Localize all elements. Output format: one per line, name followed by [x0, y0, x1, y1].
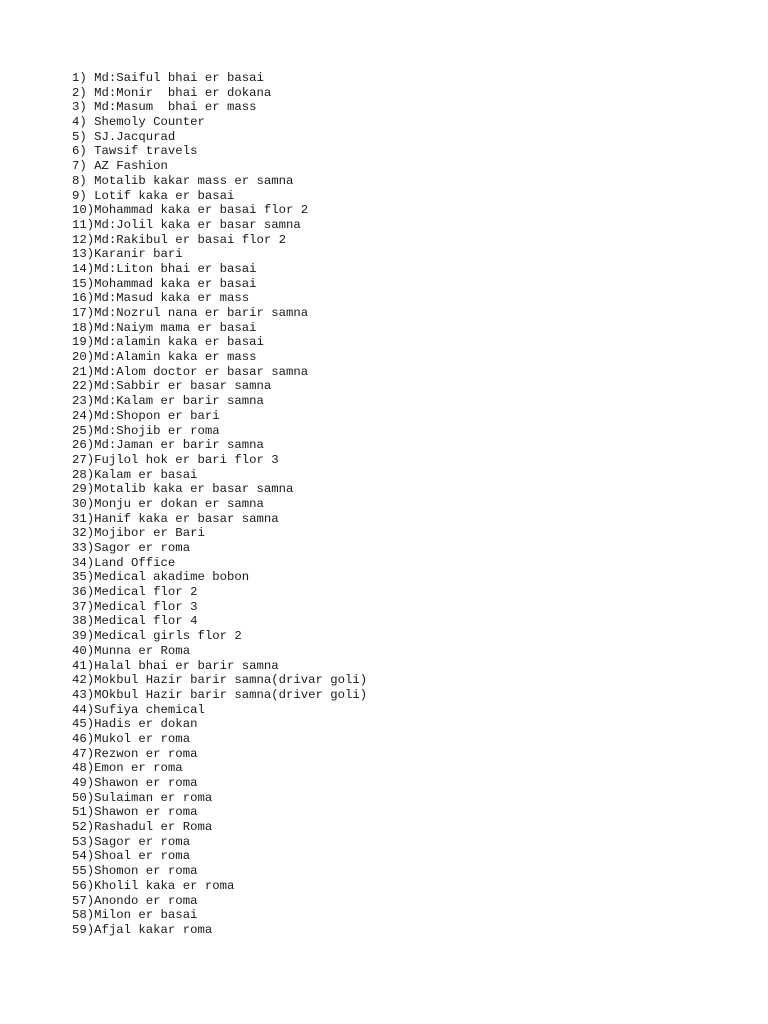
list-item: 55)Shomon er roma [72, 864, 198, 879]
list-item: 5) SJ.Jacqurad [72, 129, 176, 144]
list-item: 18)Md:Naiym mama er basai [72, 320, 257, 335]
list-item: 22)Md:Sabbir er basar samna [72, 379, 272, 394]
list-item: 35)Medical akadime bobon [72, 570, 250, 585]
list-item: 16)Md:Masud kaka er mass [72, 291, 250, 306]
list-item: 50)Sulaiman er roma [72, 790, 213, 805]
list-item: 31)Hanif kaka er basar samna [72, 511, 279, 526]
list-item: 6) Tawsif travels [72, 144, 198, 159]
list-item: 34)Land Office [72, 555, 176, 570]
list-item: 15)Mohammad kaka er basai [72, 276, 257, 291]
list-item: 46)Mukol er roma [72, 731, 191, 746]
list-item: 23)Md:Kalam er barir samna [72, 394, 264, 409]
list-item: 12)Md:Rakibul er basai flor 2 [72, 232, 287, 247]
list-item: 38)Medical flor 4 [72, 614, 198, 629]
list-item: 13)Karanir bari [72, 247, 183, 262]
list-item: 47)Rezwon er roma [72, 746, 198, 761]
list-item: 44)Sufiya chemical [72, 702, 205, 717]
list-item: 42)Mokbul Hazir barir samna(drivar goli) [72, 673, 368, 688]
list-item: 26)Md:Jaman er barir samna [72, 438, 264, 453]
list-item: 58)Milon er basai [72, 908, 198, 923]
list-item: 9) Lotif kaka er basai [72, 188, 235, 203]
list-item: 32)Mojibor er Bari [72, 526, 205, 541]
list-item: 3) Md:Masum bhai er mass [72, 100, 257, 115]
list-item: 59)Afjal kakar roma [72, 922, 213, 937]
list-item: 21)Md:Alom doctor er basar samna [72, 364, 309, 379]
list-item: 11)Md:Jolil kaka er basar samna [72, 217, 301, 232]
list-item: 43)MOkbul Hazir barir samna(driver goli) [72, 687, 368, 702]
list-item: 4) Shemoly Counter [72, 115, 205, 130]
list-item: 19)Md:alamin kaka er basai [72, 335, 264, 350]
list-item: 41)Halal bhai er barir samna [72, 658, 279, 673]
list-item: 10)Mohammad kaka er basai flor 2 [72, 203, 309, 218]
list-item: 2) Md:Monir bhai er dokana [72, 85, 272, 100]
address-list [72, 71, 367, 938]
list-item: 48)Emon er roma [72, 761, 183, 776]
list-item: 25)Md:Shojib er roma [72, 423, 220, 438]
list-item: 27)Fujlol hok er bari flor 3 [72, 452, 279, 467]
list-item: 29)Motalib kaka er basar samna [72, 482, 294, 497]
list-item: 56)Kholil kaka er roma [72, 878, 235, 893]
list-item: 45)Hadis er dokan [72, 717, 198, 732]
list-item: 28)Kalam er basai [72, 467, 198, 482]
list-item: 37)Medical flor 3 [72, 599, 198, 614]
list-item: 39)Medical girls flor 2 [72, 629, 242, 644]
list-item: 54)Shoal er roma [72, 849, 191, 864]
list-item: 30)Monju er dokan er samna [72, 496, 264, 511]
list-item: 36)Medical flor 2 [72, 585, 198, 600]
list-item: 20)Md:Alamin kaka er mass [72, 350, 257, 365]
list-item: 24)Md:Shopon er bari [72, 408, 220, 423]
list-item: 7) AZ Fashion [72, 159, 168, 174]
list-item: 40)Munna er Roma [72, 643, 191, 658]
list-item: 51)Shawon er roma [72, 805, 198, 820]
list-item: 57)Anondo er roma [72, 893, 198, 908]
list-item: 8) Motalib kakar mass er samna [72, 173, 294, 188]
list-item: 17)Md:Nozrul nana er barir samna [72, 306, 309, 320]
list-item: 49)Shawon er roma [72, 776, 198, 790]
list-item: 52)Rashadul er Roma [72, 820, 213, 835]
list-item: 1) Md:Saiful bhai er basai [72, 71, 264, 85]
list-item: 14)Md:Liton bhai er basai [72, 261, 257, 276]
list-item: 33)Sagor er roma [72, 541, 191, 555]
list-item: 53)Sagor er roma [72, 834, 191, 849]
